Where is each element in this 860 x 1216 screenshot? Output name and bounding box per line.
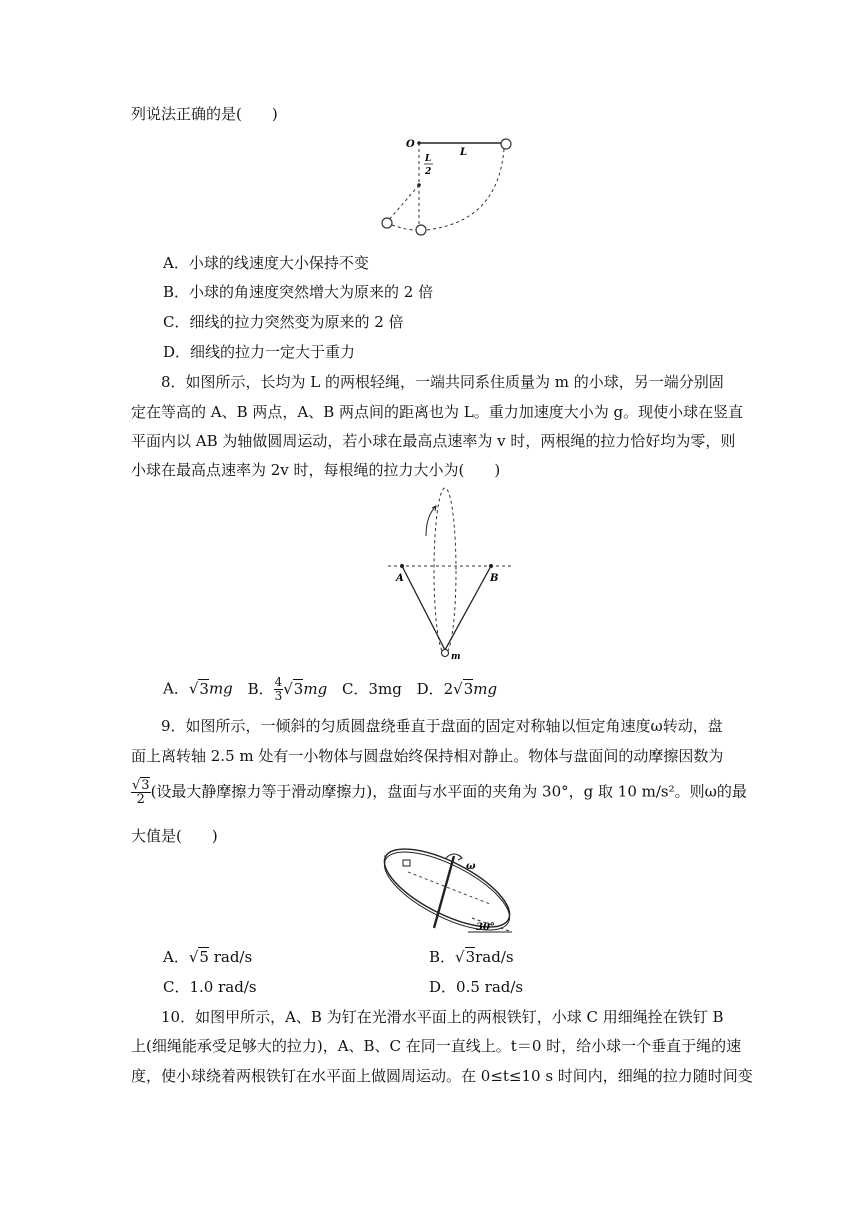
q8-line-1: 8．如图所示，长均为 L 的两根轻绳，一端共同系住质量为 m 的小球，另一端分别固 bbox=[161, 373, 724, 391]
q7-pendulum-figure bbox=[370, 132, 530, 242]
fraction: $\frac{4}{3}$ bbox=[274, 675, 283, 703]
q8-line-3: 平面内以 AB 为轴做圆周运动，若小球在最高点速率为 v 时，两根绳的拉力恰好均为零，则 bbox=[131, 432, 736, 450]
label-m: m bbox=[451, 652, 461, 662]
q9-line-3: $\frac{√3}{2}$ (设最大静摩擦力等于滑动摩擦力)，盘面与水平面的夹角为 30°，g 取 10 m/s²。则ω的最 bbox=[132, 778, 747, 807]
q10-line-2: 上(细绳能承受足够大的拉力)，A、B、C 在同一直线上。t＝0 时，给小球一个垂直于绳的速 bbox=[131, 1037, 742, 1055]
q9-option-a[interactable]: A．√5 rad/s bbox=[163, 948, 253, 966]
label-angle: 30° bbox=[476, 922, 495, 933]
q8-options bbox=[163, 676, 497, 703]
q9-option-b[interactable]: B．√3rad/s bbox=[429, 948, 514, 966]
label-A: A bbox=[396, 573, 404, 584]
q9-line-4: 大值是( ) bbox=[131, 827, 218, 845]
q7-option-b[interactable]: B．小球的角速度突然增大为原来的 2 倍 bbox=[163, 283, 434, 301]
q8-option-c[interactable]: C．3mg bbox=[341, 679, 402, 698]
q9-line-1: 9．如图所示，一倾斜的匀质圆盘绕垂直于盘面的固定对称轴以恒定角速度ω转动，盘 bbox=[161, 717, 723, 735]
q10-line-1: 10．如图甲所示，A、B 为钉在光滑水平面上的两根铁钉，小球 C 用细绳拴在铁钉 B bbox=[161, 1008, 724, 1026]
q9-option-c[interactable]: C．1.0 rad/s bbox=[163, 978, 257, 996]
label-half-num: L bbox=[425, 154, 432, 164]
label-half-den: 2 bbox=[425, 167, 432, 177]
q9-line-2: 面上离转轴 2.5 m 处有一小物体与圆盘始终保持相对静止。物体与盘面间的动摩擦因数为 bbox=[131, 747, 724, 765]
q10-line-3: 度，使小球绕着两根铁钉在水平面上做圆周运动。在 0≤t≤10 s 时间内，细绳的拉力随时间变 bbox=[131, 1067, 753, 1085]
q8-line-2: 定在等高的 A、B 两点，A、B 两点间的距离也为 L。重力加速度大小为 g。现使小球在竖直 bbox=[131, 403, 744, 421]
q8-line-4: 小球在最高点速率为 2v 时，每根绳的拉力大小为( ) bbox=[131, 461, 501, 479]
fraction: $\frac{√3}{2}$ bbox=[132, 778, 150, 807]
q7-option-d[interactable]: D．细线的拉力一定大于重力 bbox=[163, 343, 356, 361]
q7-stem-tail: 列说法正确的是( ) bbox=[131, 105, 278, 123]
q7-option-a[interactable]: A．小球的线速度大小保持不变 bbox=[163, 254, 369, 272]
q9-option-d[interactable]: D．0.5 rad/s bbox=[429, 978, 524, 996]
q8-option-a[interactable]: A．√3mg bbox=[163, 679, 233, 698]
label-O: O bbox=[406, 139, 415, 150]
q8-option-d[interactable]: D．2√3mg bbox=[416, 679, 498, 698]
q7-option-c[interactable]: C．细线的拉力突然变为原来的 2 倍 bbox=[163, 313, 404, 331]
label-L: L bbox=[460, 147, 468, 158]
label-omega: ω bbox=[466, 861, 476, 872]
q8-option-b[interactable]: B． $\frac{4}{3}$ √3mg bbox=[247, 675, 328, 703]
label-B: B bbox=[490, 573, 499, 584]
q9-disk-figure bbox=[372, 848, 522, 938]
q8-rope-figure bbox=[380, 484, 520, 664]
